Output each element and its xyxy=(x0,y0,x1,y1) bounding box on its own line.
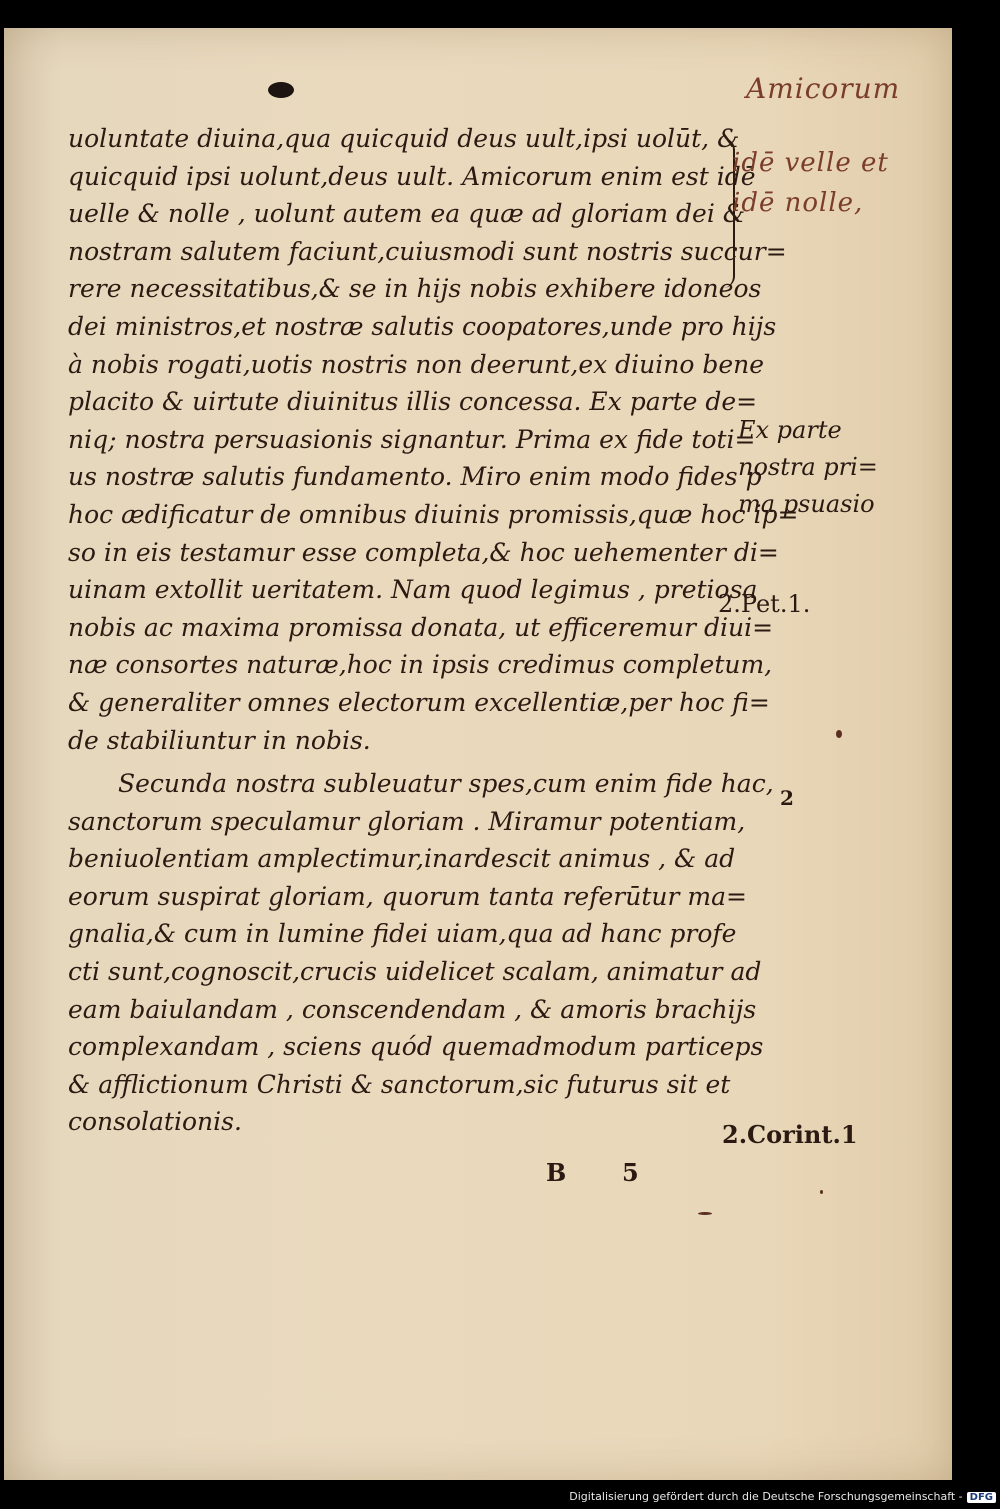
margin-note-number: 2 xyxy=(780,786,794,810)
margin-note-line: nostra pri= xyxy=(738,453,878,481)
handwritten-note-line1: idē velle et xyxy=(732,148,889,178)
text-line: gnalia,& cum in lumine fidei uiam,qua ad hanc profe xyxy=(68,919,737,949)
handwritten-note-line2: idē nolle, xyxy=(732,188,864,218)
handwritten-note-top: Amicorum xyxy=(746,72,901,105)
ink-speck xyxy=(836,730,842,738)
text-line: Secunda nostra subleuatur spes,cum enim fide hac, xyxy=(118,769,774,799)
text-line: sanctorum speculamur gloriam . Miramur potentiam, xyxy=(68,806,746,836)
ink-speck xyxy=(820,1190,823,1194)
text-line: nostram salutem faciunt,cuiusmodi sunt nostris succur= xyxy=(68,236,787,266)
text-line: næ consortes naturæ,hoc in ipsis credimus completum, xyxy=(68,650,773,680)
text-line: uoluntate diuina,qua quicquid deus uult,ipsi uolūt, & xyxy=(68,124,740,153)
signature-letter: B xyxy=(546,1158,567,1187)
text-line: cti sunt,cognoscit,crucis uidelicet scalam, animatur ad xyxy=(68,957,762,987)
footer-text: Digitalisierung gefördert durch die Deutsche Forschungsgemeinschaft - xyxy=(569,1490,963,1503)
text-line: hoc ædificatur de omnibus diuinis promissis,quæ hoc ip= xyxy=(68,499,799,529)
text-line: us nostræ salutis fundamento. Miro enim modo fides p xyxy=(68,462,762,492)
text-line: uinam extollit ueritatem. Nam quod legimus , pretiosa xyxy=(68,575,758,605)
ink-speck xyxy=(698,1212,712,1215)
margin-note-pet: 2.Pet.1. xyxy=(718,590,811,618)
margin-note-line: Ex parte xyxy=(738,416,842,444)
text-line: complexandam , sciens quód quemadmodum particeps xyxy=(68,1032,764,1062)
text-line: nobis ac maxima promissa donata, ut efficeremur diui= xyxy=(68,612,774,642)
text-line: eam baiulandam , conscendendam , & amoris brachijs xyxy=(68,994,757,1024)
text-line: niq; nostra persuasionis signantur. Prima ex fide toti= xyxy=(68,424,756,454)
text-line: consolationis. xyxy=(68,1107,242,1137)
text-line: placito & uirtute diuinitus illis concessa. Ex parte de= xyxy=(68,387,758,417)
margin-note-corint: 2.Corint.1 xyxy=(722,1120,858,1149)
text-line: so in eis testamur esse completa,& hoc uehementer di= xyxy=(68,537,779,567)
book-page xyxy=(4,28,952,1480)
text-line: & afflictionum Christi & sanctorum,sic futurus sit et xyxy=(68,1069,731,1099)
text-line: dei ministros,et nostræ salutis coopatores,unde pro hijs xyxy=(68,311,777,341)
text-line: de stabiliuntur in nobis. xyxy=(68,725,371,755)
margin-note-ex-parte xyxy=(738,412,878,523)
text-line: quicquid ipsi uolunt,deus uult. Amicorum enim est idē xyxy=(68,161,756,191)
ink-blot xyxy=(268,82,294,98)
dfg-logo-icon: DFG xyxy=(967,1492,996,1503)
text-line: eorum suspirat gloriam, quorum tanta referūtur ma= xyxy=(68,881,747,911)
footer-credit xyxy=(0,1490,996,1503)
signature-number: 5 xyxy=(622,1158,639,1187)
text-line: beniuolentiam amplectimur,inardescit animus , & ad xyxy=(68,844,736,874)
text-line: à nobis rogati,uotis nostris non deerunt,ex diuino bene xyxy=(68,349,765,379)
text-line: rere necessitatibus,& se in hijs nobis exhibere idoneos xyxy=(68,274,762,304)
text-line: & generaliter omnes electorum excellentiæ,per hoc fi= xyxy=(68,687,770,717)
text-line: uelle & nolle , uolunt autem ea quæ ad gloriam dei & xyxy=(68,199,746,229)
margin-note-line: ma psuasio xyxy=(738,490,875,518)
